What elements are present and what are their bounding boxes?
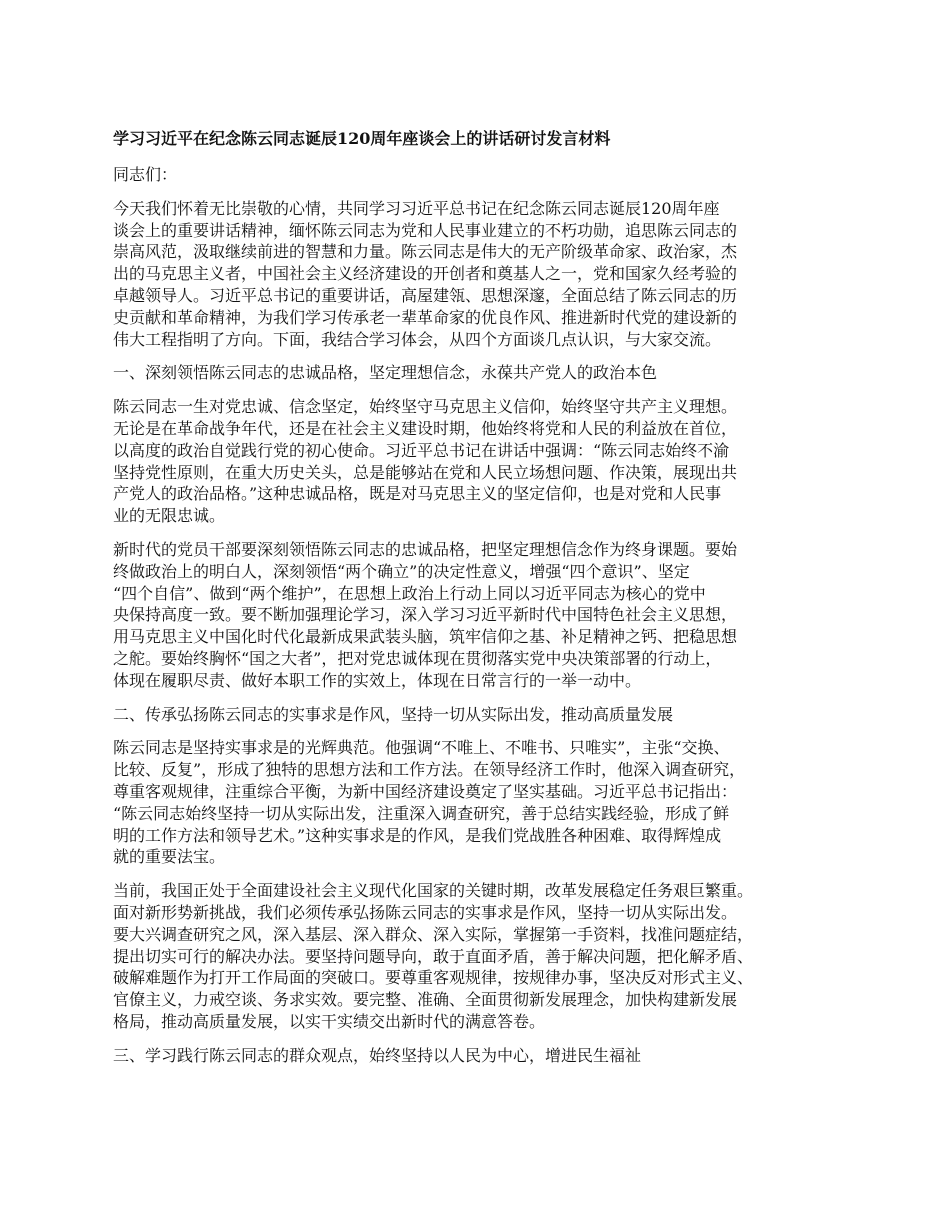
section-heading [113,1045,853,1067]
text-line: 无论是在革命战争年代，还是在社会主义建设时期，他始终将党和人民的利益放在首位， [113,418,738,438]
text-line: 明的工作方法和领导艺术。”这种实事求是的作风，是我们党战胜各种困难、取得辉煌成 [113,825,722,845]
text-line: 尊重客观规律，注重综合平衡，为新中国经济建设奠定了坚实基础。习近平总书记指出： [113,781,738,801]
paragraph [113,880,853,1033]
text-line: 陈云同志一生对党忠诚、信念坚定，始终坚守马克思主义信仰，始终坚守共产主义理想。 [113,397,738,417]
text-line: 面对新形势新挑战，我们必须传承弘扬陈云同志的实事求是作风，坚持一切从实际出发。 [113,902,738,922]
text-line: 谈会上的重要讲话精神，缅怀陈云同志为党和人民事业建立的不朽功勋，追思陈云同志的 [113,220,738,240]
section-heading [113,704,853,726]
text-line: 三、学习践行陈云同志的群众观点，始终坚持以人民为中心，增进民生福祉 [113,1045,642,1065]
text-line: “陈云同志始终坚持一切从实际出发，注重深入调查研究，善于总结实践经验，形成了鲜 [113,803,730,823]
text-line: 比较、反复”，形成了独特的思想方法和工作方法。在领导经济工作时，他深入调查研究， [113,760,746,780]
text-line: 当前，我国正处于全面建设社会主义现代化国家的关键时期，改革发展稳定任务艰巨繁重。 [113,881,754,901]
text-line: 业的无限忠诚。 [113,506,226,526]
paragraph [113,396,853,527]
text-line: 史贡献和革命精神，为我们学习传承老一辈革命家的优良作风、推进新时代党的建设新的 [113,307,738,327]
text-line: 一、深刻领悟陈云同志的忠诚品格，坚定理想信念，永葆共产党人的政治本色 [113,363,658,383]
text-line: 同志们： [113,165,178,184]
paragraph [113,737,853,868]
text-line: “四个自信”、做到“两个维护”，在思想上政治上行动上同以习近平同志为核心的党中 [113,583,706,603]
text-line: 今天我们怀着无比崇敬的心情，共同学习习近平总书记在纪念陈云同志诞辰120周年座 [113,198,720,218]
text-line: 以高度的政治自觉践行党的初心使命。习近平总书记在讲话中强调：“陈云同志始终不渝 [113,440,730,460]
text-line: 坚持党性原则，在重大历史关头，总是能够站在党和人民立场想问题、作决策，展现出共 [113,462,738,482]
text-line: 二、传承弘扬陈云同志的实事求是作风，坚持一切从实际出发，推动高质量发展 [113,704,674,724]
text-line: 之舵。要始终胸怀“国之大者”，把对党忠诚体现在贯彻落实党中央决策部署的行动上， [113,648,722,668]
text-line: 新时代的党员干部要深刻领悟陈云同志的忠诚品格，把坚定理想信念作为终身课题。要始 [113,539,738,559]
text-line: 终做政治上的明白人，深刻领悟“两个确立”的决定性意义，增强“四个意识”、坚定 [113,561,690,581]
text-line: 要大兴调查研究之风，深入基层、深入群众、深入实际，掌握第一手资料，找准问题症结， [113,924,754,944]
text-line: 央保持高度一致。要不断加强理论学习，深入学习习近平新时代中国特色社会主义思想， [113,605,738,625]
text-line: 体现在履职尽责、做好本职工作的实效上，体现在日常言行的一举一动中。 [113,670,642,690]
section-heading [113,362,853,384]
text-line: 用马克思主义中国化时代化最新成果武装头脑，筑牢信仰之基、补足精神之钙、把稳思想 [113,627,738,647]
text-line: 破解难题作为打开工作局面的突破口。要尊重客观规律，按规律办事，坚决反对形式主义、 [113,968,754,988]
paragraph [113,198,853,351]
text-line: 卓越领导人。习近平总书记的重要讲话，高屋建瓴、思想深邃，全面总结了陈云同志的历 [113,285,738,305]
text-line: 提出切实可行的解决办法。要坚持问题导向，敢于直面矛盾，善于解决问题，把化解矛盾、 [113,946,754,966]
text-line: 产党人的政治品格。”这种忠诚品格，既是对马克思主义的坚定信仰，也是对党和人民事 [113,484,722,504]
text-line: 伟大工程指明了方向。下面，我结合学习体会，从四个方面谈几点认识，与大家交流。 [113,329,722,349]
text-line: 出的马克思主义者，中国社会主义经济建设的开创者和奠基人之一，党和国家久经考验的 [113,264,738,284]
paragraph [113,539,853,692]
document-body [113,164,853,1066]
document-page [113,128,853,1078]
text-line: 陈云同志是坚持实事求是的光辉典范。他强调“不唯上、不唯书、只唯实”，主张“交换、 [113,738,730,758]
text-line: 崇高风范，汲取继续前进的智慧和力量。陈云同志是伟大的无产阶级革命家、政治家，杰 [113,242,738,262]
text-line: 官僚主义，力戒空谈、务求实效。要完整、准确、全面贯彻新发展理念，加快构建新发展 [113,990,738,1010]
salutation [113,164,853,186]
text-line: 就的重要法宝。 [113,847,226,867]
text-line: 格局，推动高质量发展，以实干实绩交出新时代的满意答卷。 [113,1011,546,1031]
document-title: 学习习近平在纪念陈云同志诞辰120周年座谈会上的讲话研讨发言材料 [113,129,611,148]
